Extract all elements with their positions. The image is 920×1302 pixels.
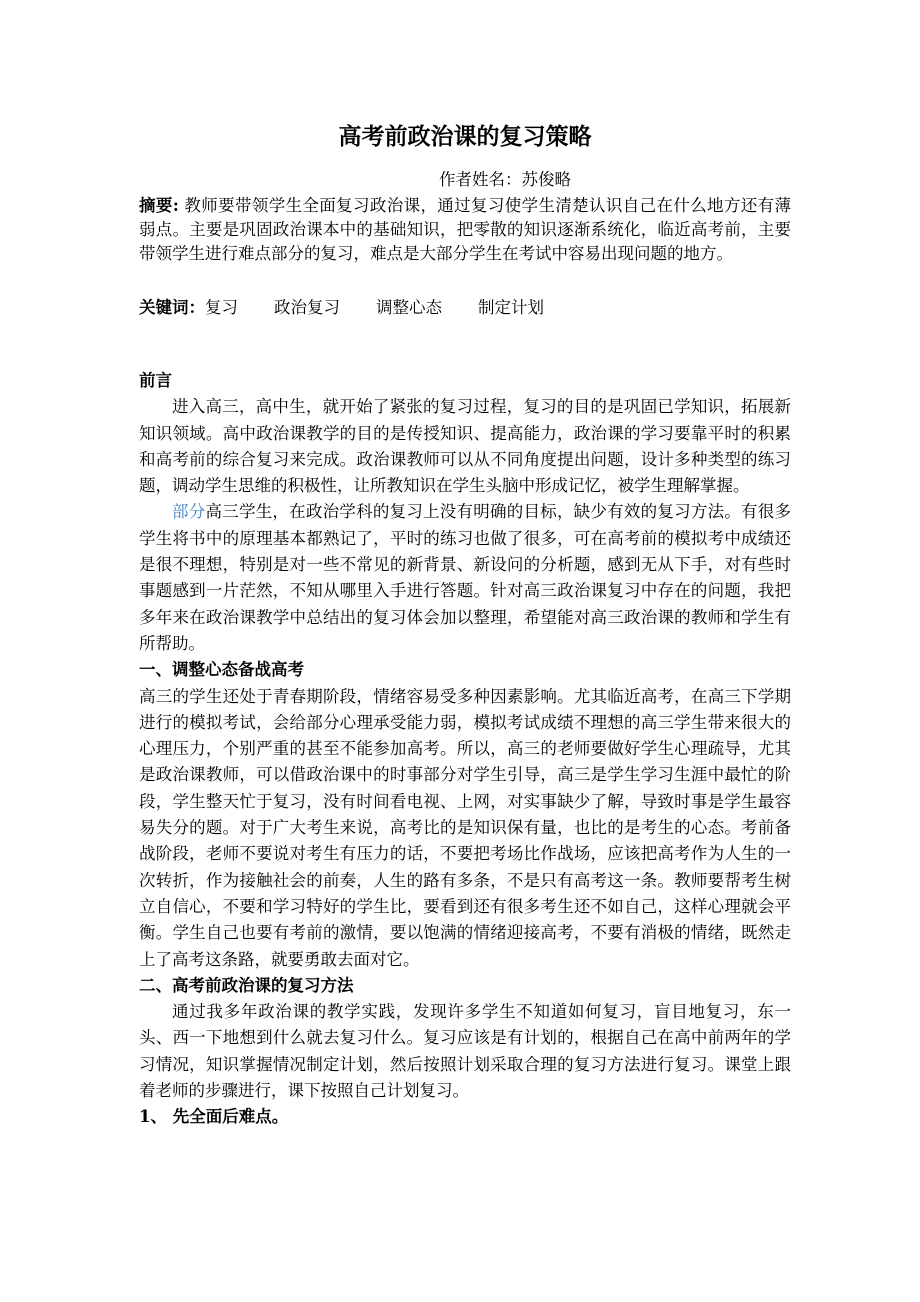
preface-heading: 前言 bbox=[139, 371, 172, 390]
section-2-paragraph: 通过我多年政治课的教学实践，发现许多学生不知道如何复习，盲目地复习，东一头、西一下地想到什么就去复习什么。复习应该是有计划的，根据自己在高中前两年的学习情况，知识掌握情况制定计划，然后按照计划采取合理的复习方法进行复习。课堂上跟着老师的步骤进行，课下按照自己计划复习。 bbox=[139, 1002, 791, 1101]
abstract bbox=[139, 194, 791, 266]
preface-paragraph-1: 进入高三，高中生，就开始了紧张的复习过程，复习的目的是巩固已学知识，拓展新知识领域。高中政治课教学的目的是传授知识、提高能力，政治课的学习要靠平时的积累和高考前的综合复习来完成。政治课教师可以从不同角度提出问题，设计多种类型的练习题，调动学生思维的积极性，让所教知识在学生头脑中形成记忆，被学生理解掌握。 bbox=[139, 397, 791, 496]
section-2-heading: 二、高考前政治课的复习方法 bbox=[139, 975, 354, 995]
keyword-item: 政治复习 bbox=[274, 298, 340, 317]
keywords-label: 关键词： bbox=[139, 298, 205, 317]
preface-paragraph-2-text: 高三学生，在政治学科的复习上没有明确的目标，缺少有效的复习方法。有很多学生将书中的原理基本都熟记了，平时的练习也做了很多，可在高考前的模拟考中成绩还是很不理想，特别是对一些不常见的新背景、新设问的分析题，感到无从下手，对有些时事题感到一片茫然，不知从哪里入手进行答题。针对高三政治课复习中存在的问题，我把多年来在政治课教学中总结出的复习体会加以整理，希望能对高三政治课的教师和学生有所帮助。 bbox=[139, 502, 792, 653]
section-1-heading: 一、调整心态备战高考 bbox=[139, 660, 304, 680]
preface-paragraph-2 bbox=[139, 499, 791, 657]
keywords bbox=[139, 296, 791, 320]
keyword-item: 复习 bbox=[205, 298, 238, 317]
document-body bbox=[139, 368, 791, 1131]
abstract-label: 摘要: bbox=[139, 196, 179, 215]
abstract-text: 教师要带领学生全面复习政治课，通过复习使学生清楚认识自己在什么地方还有薄弱点。主要是巩固政治课本中的基础知识，把零散的知识逐渐系统化，临近高考前，主要带领学生进行难点部分的复习，难点是大部分学生在考试中容易出现问题的地方。 bbox=[139, 196, 791, 263]
highlighted-word: 部分 bbox=[172, 502, 206, 522]
document-title: 高考前政治课的复习策略 bbox=[338, 123, 592, 150]
subsection-1-heading: 1、 先全面后难点。 bbox=[139, 1107, 289, 1127]
section-1-paragraph: 高三的学生还处于青春期阶段，情绪容易受多种因素影响。尤其临近高考，在高三下学期进行的模拟考试，会给部分心理承受能力弱，模拟考试成绩不理想的高三学生带来很大的心理压力，个别严重的甚至不能参加高考。所以，高三的老师要做好学生心理疏导，尤其是政治课教师，可以借政治课中的时事部分对学生引导，高三是学生学习生涯中最忙的阶段，学生整天忙于复习，没有时间看电视、上网，对实事缺少了解，导致时事是学生最容易失分的题。对于广大考生来说，高考比的是知识保有量，也比的是考生的心态。考前备战阶段，老师不要说对考生有压力的话，不要把考场比作战场，应该把高考作为人生的一次转折，作为接触社会的前奏，人生的路有多条，不是只有高考这一条。教师要帮考生树立自信心，不要和学习特好的学生比，要看到还有很多考生还不如自己，这样心理就会平衡。学生自己也要有考前的激情，要以饱满的情绪迎接高考，不要有消极的情绪，既然走上了高考这条路，就要勇敢去面对它。 bbox=[139, 686, 791, 969]
keyword-item: 调整心态 bbox=[376, 298, 442, 317]
author-line: 作者姓名：苏俊略 bbox=[439, 170, 571, 189]
keyword-item: 制定计划 bbox=[478, 298, 544, 317]
